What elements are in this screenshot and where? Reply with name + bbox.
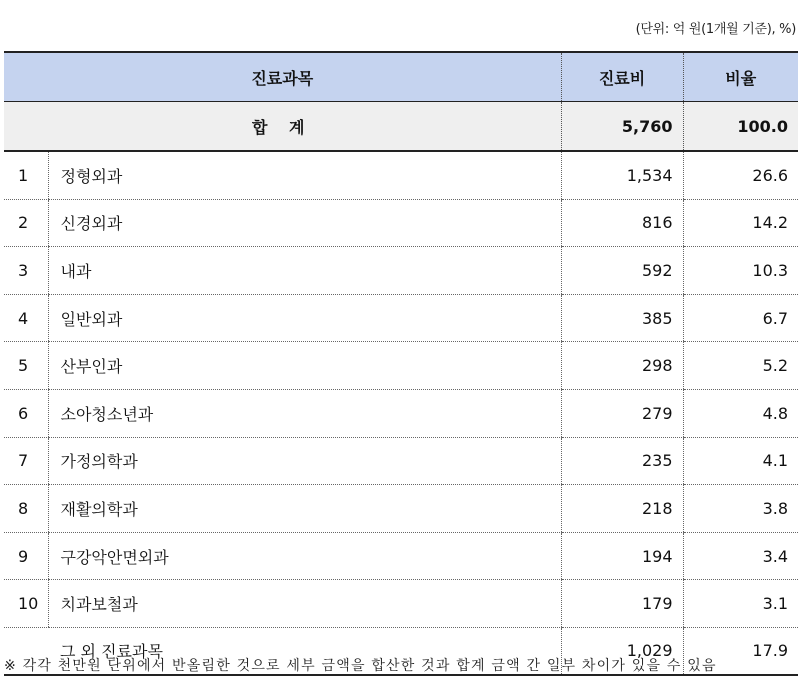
unit-note: (단위: 억 원(1개월 기준), %) <box>635 22 796 37</box>
row-cost: 279 <box>561 389 683 437</box>
row-cost: 816 <box>561 199 683 247</box>
row-cost: 218 <box>561 485 683 533</box>
header-ratio: 비율 <box>683 52 798 102</box>
row-subject: 신경외과 <box>48 199 561 247</box>
row-ratio: 3.8 <box>683 485 798 533</box>
table-row <box>4 199 798 247</box>
row-ratio: 14.2 <box>683 199 798 247</box>
other-subjects-cost: 1,029 <box>561 627 683 675</box>
row-subject: 정형외과 <box>48 151 561 199</box>
row-subject: 일반외과 <box>48 294 561 342</box>
other-subjects-label: 그 외 진료과목 <box>48 627 561 675</box>
row-ratio: 6.7 <box>683 294 798 342</box>
table-row <box>4 532 798 580</box>
table-row <box>4 342 798 390</box>
specialty-cost-table <box>4 51 798 676</box>
row-ratio: 26.6 <box>683 151 798 199</box>
row-ratio: 4.1 <box>683 437 798 485</box>
table-row <box>4 389 798 437</box>
row-rank: 5 <box>4 342 48 390</box>
table-row <box>4 437 798 485</box>
table-row <box>4 485 798 533</box>
row-cost: 592 <box>561 247 683 295</box>
row-rank: 10 <box>4 580 48 628</box>
row-rank: 4 <box>4 294 48 342</box>
row-ratio: 5.2 <box>683 342 798 390</box>
row-ratio: 10.3 <box>683 247 798 295</box>
row-subject: 산부인과 <box>48 342 561 390</box>
row-rank: 1 <box>4 151 48 199</box>
row-cost: 298 <box>561 342 683 390</box>
total-ratio: 100.0 <box>683 102 798 152</box>
row-subject: 소아청소년과 <box>48 389 561 437</box>
table-row <box>4 294 798 342</box>
row-rank: 9 <box>4 532 48 580</box>
row-rank: 2 <box>4 199 48 247</box>
header-cost: 진료비 <box>561 52 683 102</box>
row-rank: 8 <box>4 485 48 533</box>
row-subject: 가정의학과 <box>48 437 561 485</box>
row-subject: 구강악안면외과 <box>48 532 561 580</box>
total-cost: 5,760 <box>561 102 683 152</box>
row-ratio: 4.8 <box>683 389 798 437</box>
row-cost: 235 <box>561 437 683 485</box>
row-rank: 7 <box>4 437 48 485</box>
row-rank: 3 <box>4 247 48 295</box>
table-row <box>4 151 798 199</box>
total-row <box>4 102 798 152</box>
row-subject: 치과보철과 <box>48 580 561 628</box>
row-cost: 1,534 <box>561 151 683 199</box>
row-subject: 재활의학과 <box>48 485 561 533</box>
table-row <box>4 580 798 628</box>
row-ratio: 3.1 <box>683 580 798 628</box>
row-cost: 385 <box>561 294 683 342</box>
footnote: ※ 각각 천만원 단위에서 반올림한 것으로 세부 금액을 합산한 것과 합계 금액 간 일부 차이가 있을 수 있음 <box>4 658 717 674</box>
table-row <box>4 247 798 295</box>
row-subject: 내과 <box>48 247 561 295</box>
total-label: 합 계 <box>4 102 561 152</box>
row-cost: 179 <box>561 580 683 628</box>
table-header-row <box>4 52 798 102</box>
header-subject: 진료과목 <box>4 52 561 102</box>
row-ratio: 3.4 <box>683 532 798 580</box>
row-rank: 6 <box>4 389 48 437</box>
other-subjects-ratio: 17.9 <box>683 627 798 675</box>
row-cost: 194 <box>561 532 683 580</box>
